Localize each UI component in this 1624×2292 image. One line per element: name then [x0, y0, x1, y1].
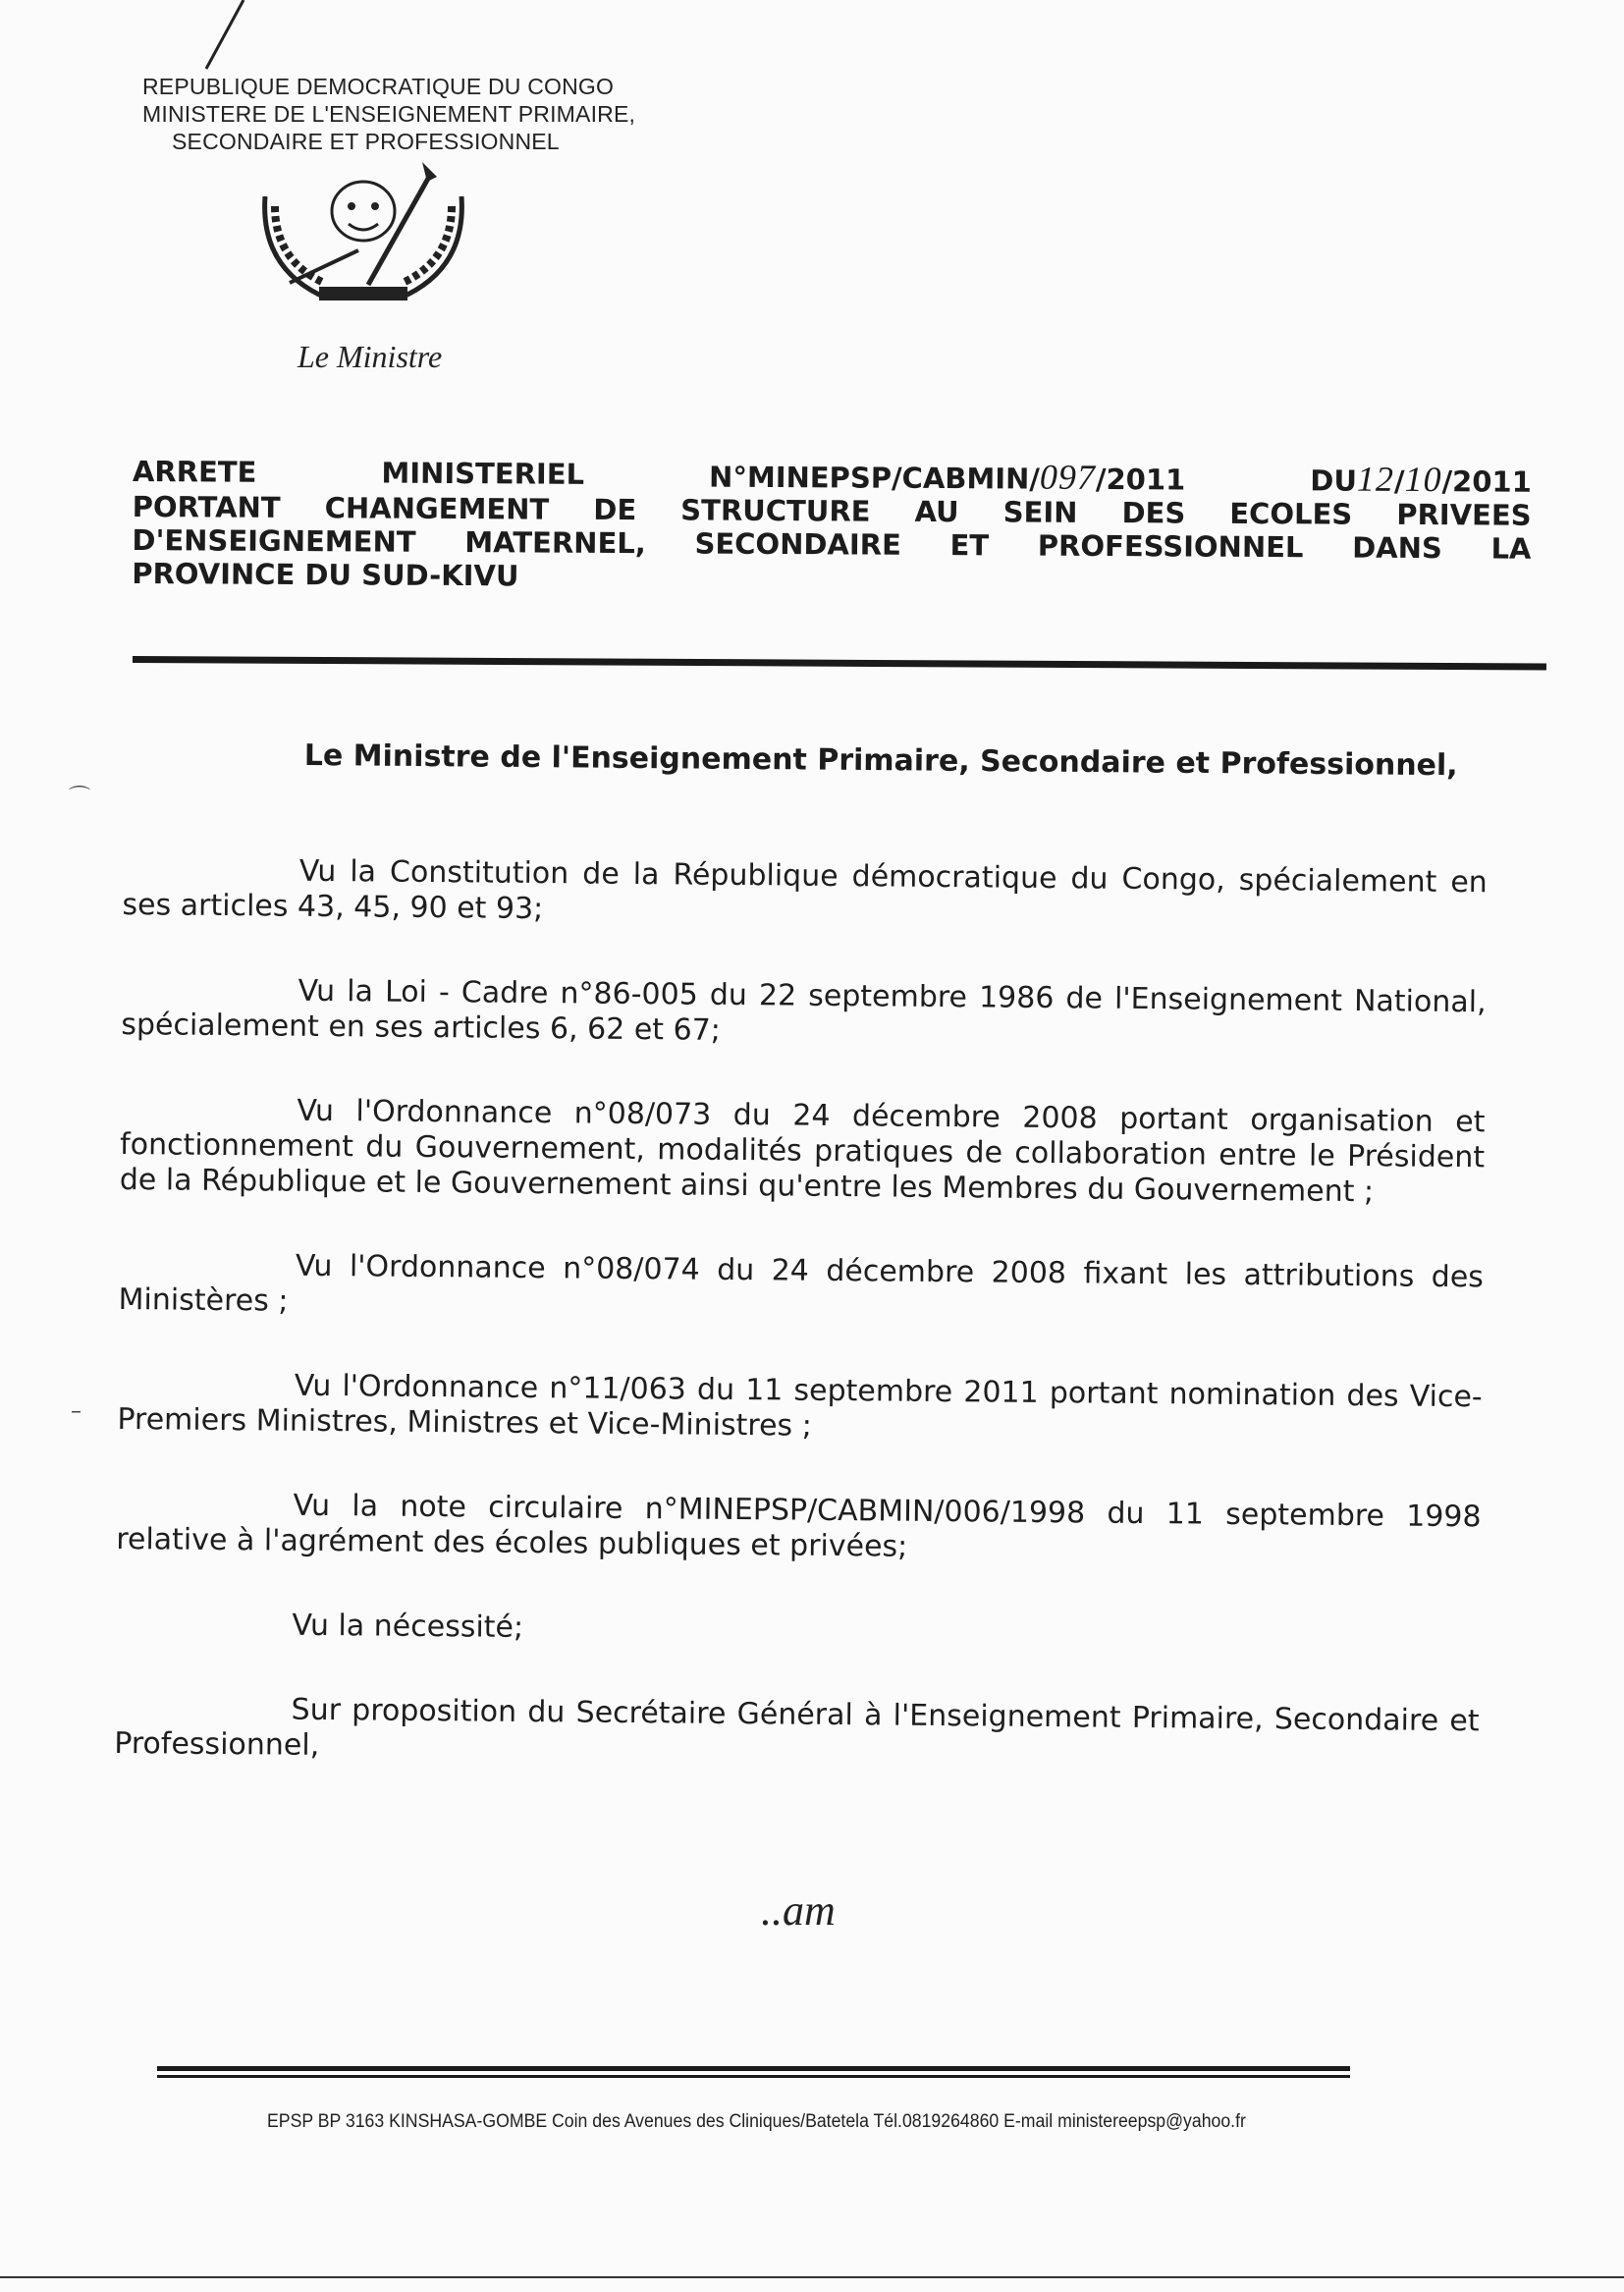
handwritten-initials: ..am	[761, 1886, 836, 1935]
decree-word: PORTANT	[132, 489, 281, 524]
paragraph-note-circulaire: Vu la note circulaire n°MINEPSP/CABMIN/006/1998 du 11 septembre 1998 relative à l'agrément des écoles publiques et privées;	[116, 1488, 1482, 1564]
letterhead-ministry-cont: SECONDAIRE ET PROFESSIONNEL	[172, 129, 560, 154]
scan-artifact-mark: –	[71, 1399, 81, 1424]
paragraph-ordonnance-11-063: Vu l'Ordonnance n°11/063 du 11 septembre 2011 portant nomination des Vice-Premiers Ministres, Ministres et Vice-Ministres ;	[117, 1368, 1483, 1444]
decree-word: ECOLES	[1229, 496, 1353, 531]
footer-address: EPSP BP 3163 KINSHASA-GOMBE Coin des Avenues des Cliniques/Batetela Tél.0819264860 E-mail ministereepsp@yahoo.fr	[267, 2111, 1246, 2132]
handwritten-day: 12	[1356, 459, 1395, 499]
decree-word: CHANGEMENT	[324, 491, 550, 526]
decree-province: PROVINCE DU SUD-KIVU	[132, 556, 519, 593]
paragraph-loi-cadre: Vu la Loi - Cadre n°86-005 du 22 septembre 1986 de l'Enseignement National, spécialement en ses articles 6, 62 et 67;	[121, 973, 1487, 1048]
decree-word: STRUCTURE	[680, 493, 871, 528]
decree-word: PRIVEES	[1396, 497, 1532, 532]
letterhead-country: REPUBLIQUE DEMOCRATIQUE DU CONGO	[142, 74, 615, 99]
paragraph-proposition: Sur proposition du Secrétaire Général à l'Enseignement Primaire, Secondaire et Professionnel,	[114, 1692, 1480, 1763]
considerations	[114, 852, 1488, 1824]
decree-word: SEIN	[1002, 495, 1078, 529]
decree-title	[132, 455, 1532, 599]
minister-heading: Le Ministre de l'Enseignement Primaire, Secondaire et Professionnel,	[303, 738, 1458, 784]
drc-coat-of-arms-icon	[241, 157, 486, 329]
paragraph-ordonnance-08-074: Vu l'Ordonnance n°08/074 du 24 décembre 2008 fixant les attributions des Ministères ;	[118, 1248, 1485, 1319]
decree-word: SECONDAIRE	[694, 526, 901, 562]
handwritten-number: 097	[1039, 457, 1097, 497]
decree-word: DANS	[1352, 530, 1442, 566]
footer-divider-thin	[157, 2075, 1350, 2078]
decree-word: DE	[593, 492, 637, 527]
footer-divider-thick	[157, 2066, 1350, 2071]
decree-word: AU	[914, 494, 959, 529]
paragraph-ordonnance-08-073: Vu l'Ordonnance n°08/073 du 24 décembre 2008 portant organisation et fonctionnement du Gouvernement, modalités pratiques de collaboration entre le Président de la République et le Gouvernement ainsi qu'entre les Membres du Gouvernement ;	[119, 1093, 1486, 1210]
decree-word: LA	[1490, 531, 1532, 566]
decree-word: PROFESSIONNEL	[1037, 528, 1304, 565]
decree-number: N°MINEPSP/CABMIN/097/2011	[709, 457, 1186, 497]
decree-word: ARRETE	[132, 455, 257, 489]
paragraph-constitution: Vu la Constitution de la République démocratique du Congo, spécialement en ses articles 43, 45, 90 et 93;	[122, 853, 1488, 927]
minister-title: Le Ministre	[298, 339, 443, 374]
decree-word: DES	[1121, 496, 1186, 530]
decree-word: MATERNEL,	[464, 525, 646, 561]
scan-artifact-mark: ⌒	[69, 786, 91, 810]
decree-word: D'ENSEIGNEMENT	[132, 522, 416, 559]
handwritten-month: 10	[1404, 459, 1442, 500]
letterhead-ministry: MINISTERE DE L'ENSEIGNEMENT PRIMAIRE,	[142, 101, 636, 127]
decree-word: ET	[949, 528, 990, 563]
title-divider	[133, 656, 1546, 671]
letterhead	[142, 73, 635, 155]
decree-word: MINISTERIEL	[381, 456, 585, 491]
decree-date: DU12/10/2011	[1310, 459, 1532, 500]
paragraph-necessite: Vu la nécessité;	[292, 1608, 524, 1645]
scan-edge-line	[0, 2276, 1624, 2278]
